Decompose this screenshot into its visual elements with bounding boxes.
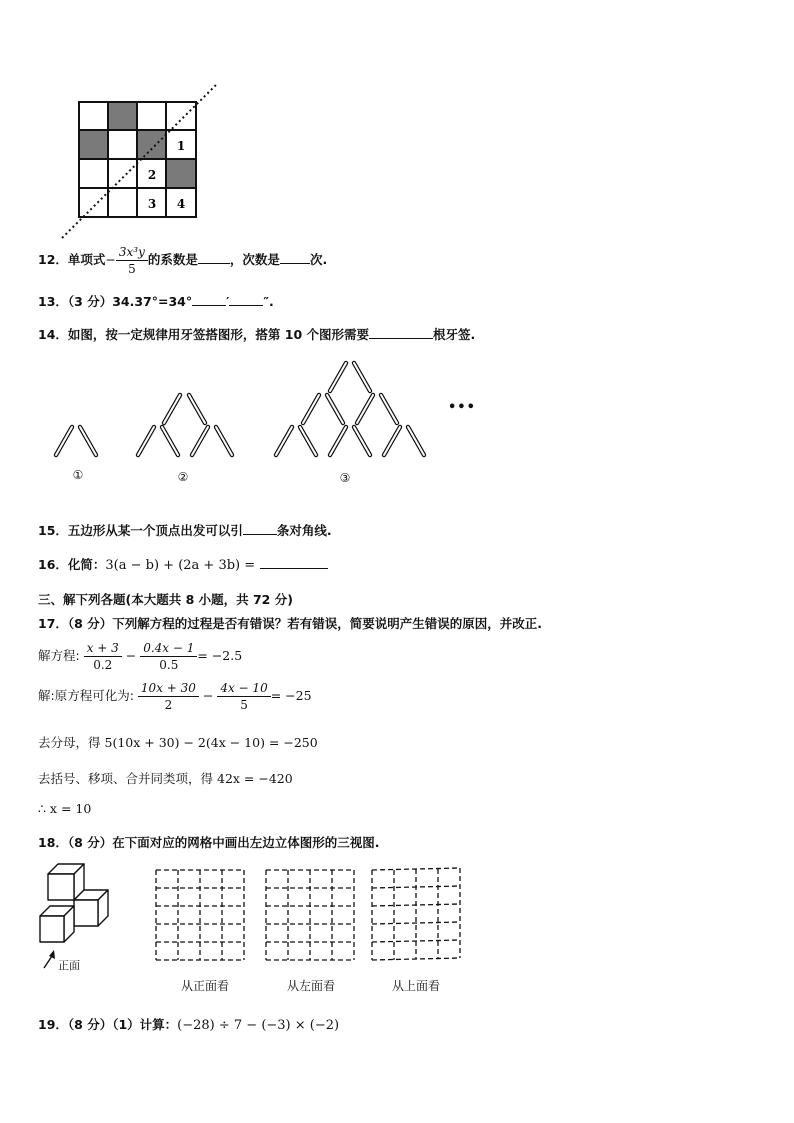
q17-line-2: 解:原方程可化为: $\frac{10x + 30}{2}$ − $\frac{4x - 10}{5}$ = −25 [38, 681, 312, 712]
question-13: 13．（3 分）34.37°=34° ′ ″. [38, 294, 274, 309]
q17-line-5: ∴ x = 10 [38, 801, 92, 816]
section-3-heading: 三、解下列各题(本大题共 8 小题，共 72 分) [38, 592, 293, 607]
question-18-title: 18．（8 分）在下面对应的网格中画出左边立体图形的三视图. [38, 835, 380, 850]
answer-blank[interactable] [198, 251, 230, 264]
toothpick-figures [40, 355, 480, 495]
q17-line-3: 去分母，得 5(10x + 30) − 2(4x − 10) = −250 [38, 735, 318, 750]
q17-line-1: 解方程: $\frac{x + 3}{0.2}$ − $\frac{0.4x - 1}{0.5}$ = −2.5 [38, 641, 243, 672]
view-label-front: 从正面看 [180, 979, 229, 993]
question-number: 12． [38, 252, 68, 267]
three-view-grids [150, 862, 470, 972]
toothpick-figure-2 [138, 395, 232, 455]
question-19: 19．（8 分）（1）计算：(−28) ÷ 7 − (−3) × (−2) [38, 1017, 340, 1033]
grid-top-view [372, 868, 460, 960]
front-direction-label: 正面 [58, 959, 80, 972]
simplify-expression: 3(a − b) + (2a + 3b) = [105, 558, 256, 573]
grid-front-view [156, 870, 244, 960]
question-15: 15．五边形从某一个顶点出发可以引 条对角线. [38, 523, 332, 538]
ellipsis-dots: ••• [448, 400, 476, 415]
monomial-fraction: $\frac{\text{3x³y}}{5}$ [116, 244, 148, 277]
answer-blank[interactable] [192, 293, 226, 306]
answer-blank[interactable] [243, 522, 277, 535]
answer-blank[interactable] [260, 556, 328, 569]
grid-cell-label: 1 [176, 139, 186, 153]
question-17-title: 17．（8 分）下列解方程的过程是否有错误？若有错误，简要说明产生错误的原因，并改正. [38, 616, 542, 631]
toothpick-figure-3 [276, 363, 424, 455]
grid-left-view [266, 870, 354, 960]
answer-blank[interactable] [229, 293, 263, 306]
cube-stack-figure [36, 858, 116, 973]
q17-line-4: 去括号、移项、合并同类项，得 42x = −420 [38, 771, 293, 786]
answer-blank[interactable] [369, 326, 433, 339]
grid-cell-label: 2 [147, 168, 157, 182]
figure-label-3: ③ [339, 471, 351, 485]
symmetry-grid-figure [55, 78, 225, 243]
answer-blank[interactable] [280, 251, 310, 264]
question-16: 16．化简：3(a − b) + (2a + 3b) = [38, 555, 328, 573]
question-14: 14．如图，按一定规律用牙签搭图形，搭第 10 个图形需要 根牙签. [38, 327, 476, 342]
figure-label-1: ① [72, 468, 84, 482]
grid-cell-label: 3 [147, 197, 157, 211]
view-label-left: 从左面看 [286, 979, 335, 993]
view-label-top: 从上面看 [391, 979, 440, 993]
grid-cell-label: 4 [176, 197, 186, 211]
figure-label-2: ② [177, 470, 189, 484]
question-12: 12．单项式− $\frac{\text{3x³y}}{5}$ 的系数是 ，次数是 次. [38, 245, 328, 276]
toothpick-figure-1 [56, 427, 96, 455]
question-text: 单项式 [67, 252, 106, 267]
calc-expression: (−28) ÷ 7 − (−3) × (−2) [177, 1018, 340, 1033]
